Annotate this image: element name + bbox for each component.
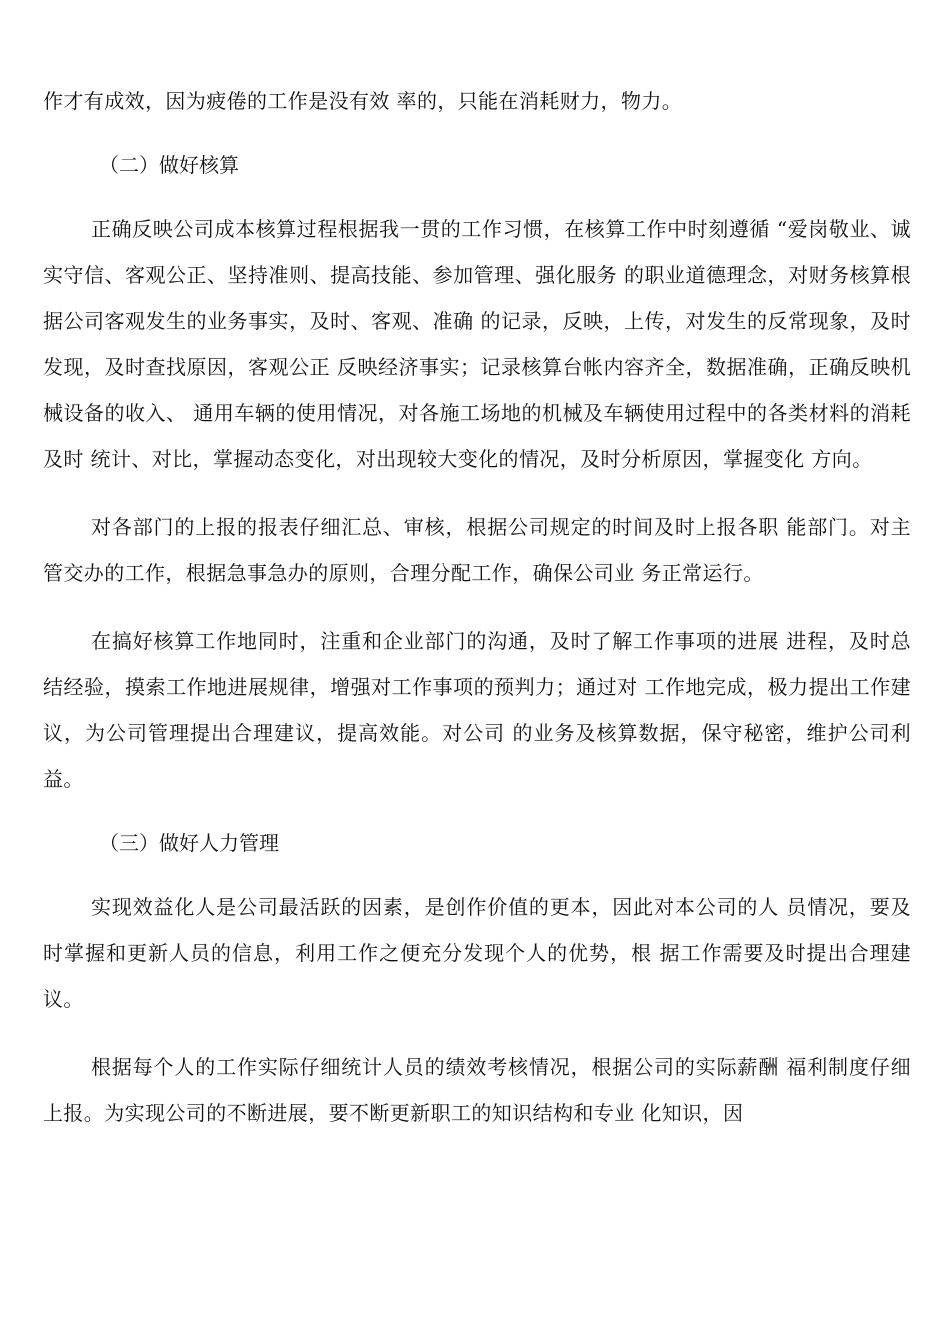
paragraph-accounting-principles: 正确反映公司成本核算过程根据我一贯的工作习惯，在核算工作中时刻遵循 “爱岗敬业、诚实守信、客观公正、坚持准则、提高技能、参加管理、强化服务 的职业道德理念，对财务核算根据公司客观发生的业务事实，及时、客观、准确 的记录，反映，上传，对发生的反常现象，及时发现，及时查找原因，客观公正 反映经济事实；记录核算台帐内容齐全，数据准确，正确反映机械设备的收入、 通用车辆的使用情况，对各施工场地的机械及车辆使用过程中的各类材料的消耗及时 统计、对比，掌握动态变化，对出现较大变化的情况，及时分析原因，掌握变化 方向。 — [43, 217, 911, 471]
paragraph-department-reports: 对各部门的上报的报表仔细汇总、审核，根据公司规定的时间及时上报各职 能部门。对主管交办的工作，根据急事急办的原则，合理分配工作，确保公司业 务正常运行。 — [43, 515, 911, 585]
section-heading-accounting: （二）做好核算 — [99, 153, 239, 177]
paragraph-continuation: 作才有成效，因为疲倦的工作是没有效 率的，只能在消耗财力，物力。 — [43, 89, 683, 113]
paragraph-communication: 在搞好核算工作地同时，注重和企业部门的沟通，及时了解工作事项的进展 进程，及时总结经验，摸索工作地进展规律，增强对工作事项的预判力；通过对 工作地完成，极力提出工作建议，为公司管理提出合理建议，提高效能。对公司 的业务及核算数据，保守秘密，维护公司利益。 — [43, 629, 911, 791]
paragraph-performance: 根据每个人的工作实际仔细统计人员的绩效考核情况，根据公司的实际薪酬 福利制度仔细上报。为实现公司的不断进展，要不断更新职工的知识结构和专业 化知识，因 — [43, 1055, 911, 1125]
document-page — [43, 78, 911, 1136]
section-heading-hr: （三）做好人力管理 — [99, 831, 279, 855]
paragraph-hr-info: 实现效益化人是公司最活跃的因素，是创作价值的更本，因此对本公司的人 员情况，要及时掌握和更新人员的信息，利用工作之便充分发现个人的优势，根 据工作需要及时提出合理建议。 — [43, 895, 911, 1011]
